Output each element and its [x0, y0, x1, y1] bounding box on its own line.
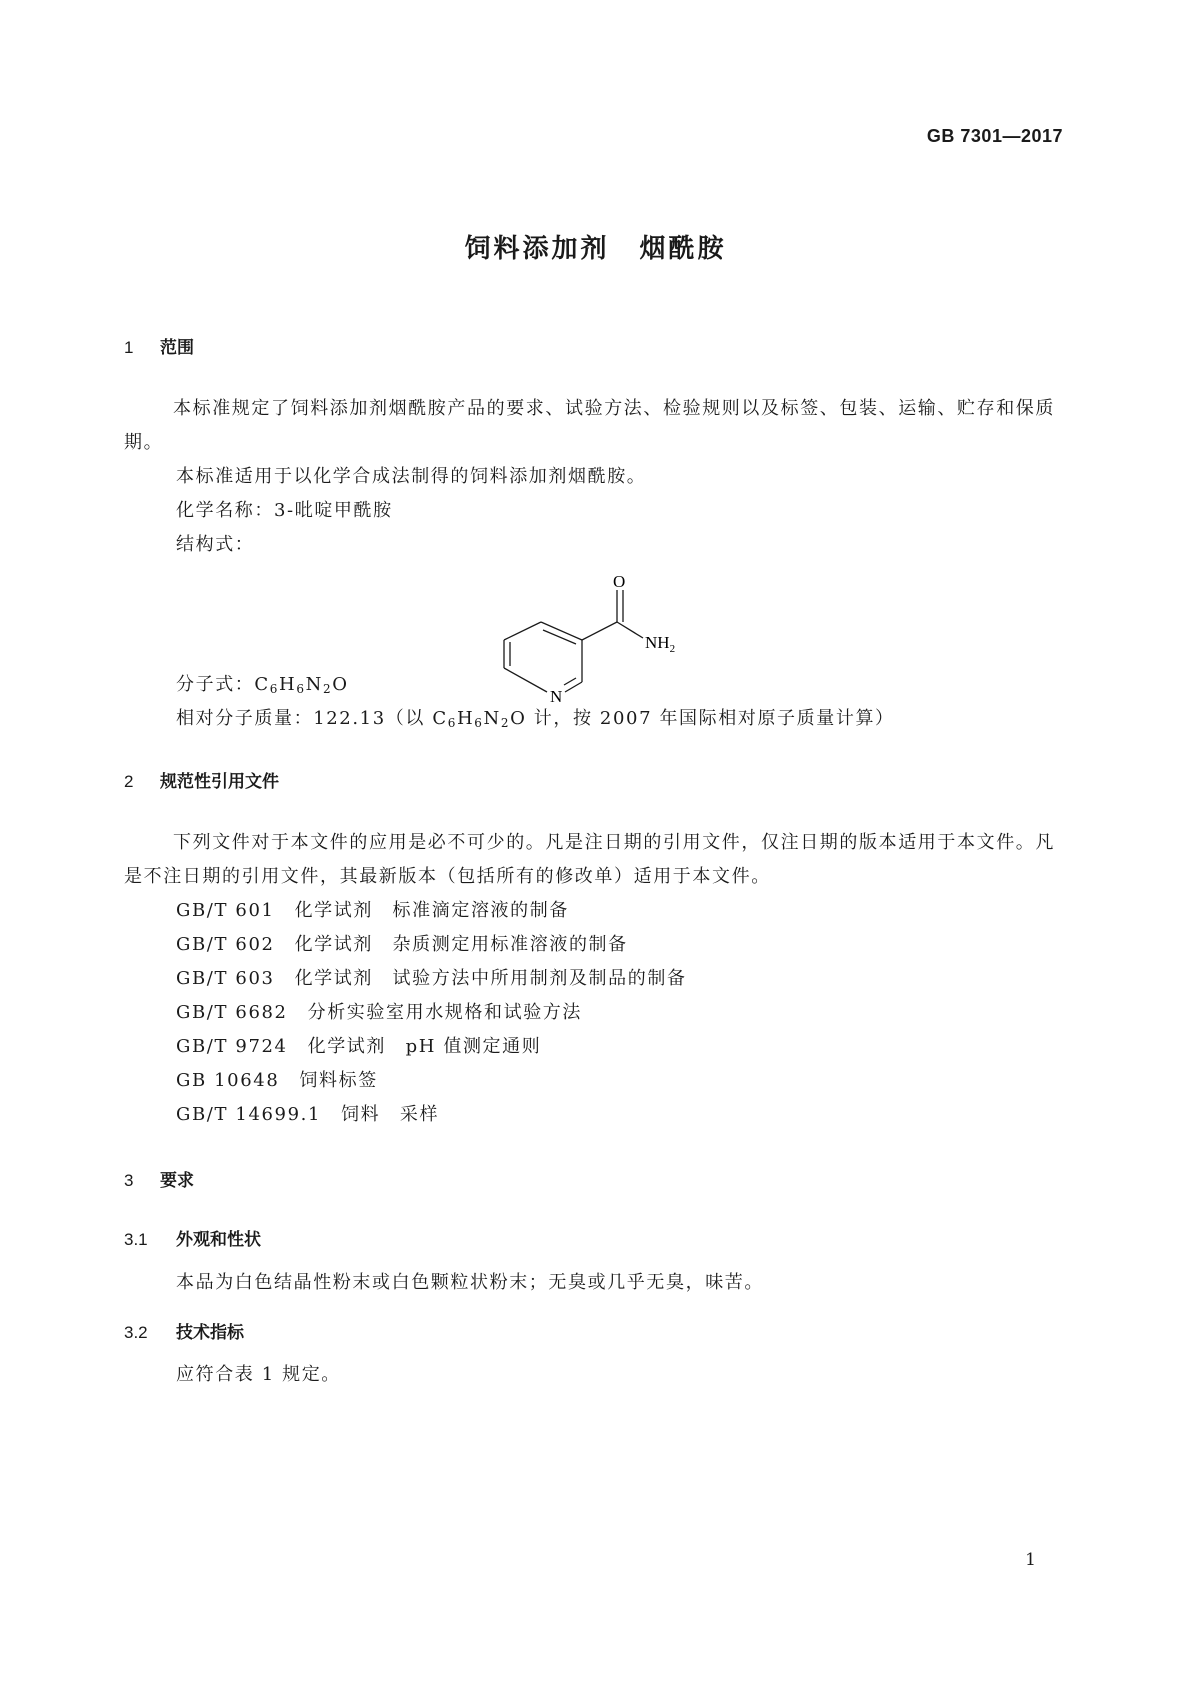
page-number: 1 [1025, 1550, 1036, 1570]
formula-inline: C6H6N2O [432, 708, 527, 730]
ring-bond [504, 668, 547, 692]
nicotinamide-structure-diagram [496, 570, 696, 720]
reference-item: GB/T 9724 化学试剂 pH 值测定通则 [176, 1036, 542, 1057]
section-number: 2 [124, 772, 134, 791]
scope-paragraph-2: 本标准适用于以化学合成法制得的饲料添加剂烟酰胺。 [176, 466, 647, 487]
formula-text: C6H6N2O [254, 674, 349, 696]
reference-item: GB/T 601 化学试剂 标准滴定溶液的制备 [176, 900, 569, 921]
reference-item: GB/T 602 化学试剂 杂质测定用标准溶液的制备 [176, 934, 628, 955]
reference-item: GB/T 6682 分析实验室用水规格和试验方法 [176, 1002, 583, 1023]
subsection-title: 外观和性状 [176, 1230, 261, 1250]
amine-bond [617, 622, 643, 638]
subsection-number: 3.1 [124, 1230, 148, 1249]
nitrogen-atom: N [550, 687, 563, 706]
reference-item: GB/T 603 化学试剂 试验方法中所用制剂及制品的制备 [176, 968, 687, 989]
chemical-name: 化学名称：3-吡啶甲酰胺 [176, 500, 393, 521]
section-3-heading [124, 1166, 194, 1191]
section-title: 要求 [160, 1171, 194, 1191]
scope-paragraph-1: 本标准规定了饲料添加剂烟酰胺产品的要求、试验方法、检验规则以及标签、包装、运输、贮存和保质期。 [124, 398, 1055, 453]
subsection-3-2-heading [124, 1318, 244, 1343]
amine-group: $NH_2$ [645, 633, 676, 655]
references-intro: 下列文件对于本文件的应用是必不可少的。凡是注日期的引用文件，仅注日期的版本适用于本文件。凡是不注日期的引用文件，其最新版本（包括所有的修改单）适用于本文件。 [124, 832, 1055, 887]
section-2-heading [124, 767, 279, 792]
structure-label: 结构式： [176, 534, 255, 555]
ring-double-bond [543, 630, 576, 644]
ring-double-bond [564, 678, 576, 685]
title-part-2: 烟酰胺 [639, 234, 727, 264]
molecular-formula: 分子式：C6H6N2O [176, 674, 349, 696]
subsection-title: 技术指标 [176, 1323, 244, 1343]
appearance-text: 本品为白色结晶性粉末或白色颗粒状粉末；无臭或几乎无臭，味苦。 [176, 1272, 764, 1293]
standard-code: GB 7301—2017 [926, 126, 1063, 146]
section-number: 3 [124, 1171, 134, 1190]
title-part-1: 饲料添加剂 [464, 234, 610, 264]
technical-indicator-text: 应符合表 1 规定。 [176, 1364, 341, 1385]
reference-item: GB/T 14699.1 饲料 采样 [176, 1104, 440, 1125]
section-number: 1 [124, 338, 134, 357]
section-title: 范围 [160, 338, 194, 358]
subsection-3-1-heading [124, 1225, 261, 1250]
relative-molecular-mass: 相对分子质量：122.13（以 C6H6N2O 计，按 2007 年国际相对原子质量计算） [176, 708, 895, 730]
oxygen-atom: O [613, 572, 626, 591]
amide-bond [582, 622, 617, 640]
subsection-number: 3.2 [124, 1323, 148, 1342]
section-1-heading [124, 333, 194, 358]
section-title: 规范性引用文件 [160, 772, 279, 792]
ring-bond [504, 622, 541, 640]
reference-item: GB 10648 饲料标签 [176, 1070, 378, 1091]
document-title [0, 228, 1191, 265]
